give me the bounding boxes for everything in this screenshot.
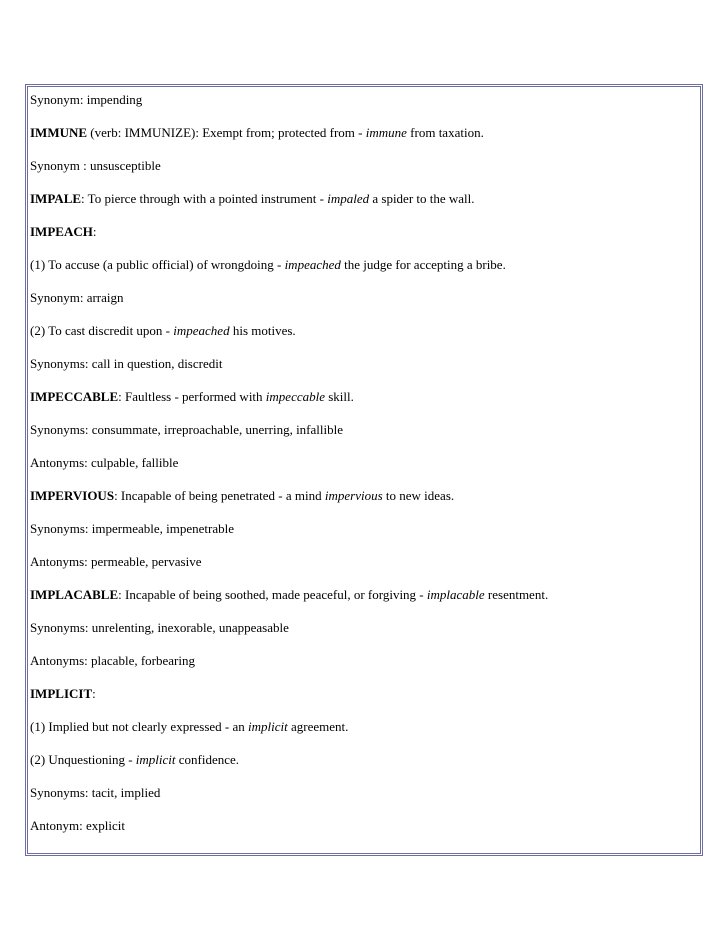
entry-line (30, 785, 160, 801)
definition-text: skill. (325, 389, 354, 404)
headword: IMPERVIOUS (30, 488, 115, 503)
entry-line (30, 521, 234, 537)
headword: IMPALE (30, 191, 82, 206)
definition-text: : To pierce through with a pointed instrument - (81, 191, 328, 206)
entry-line (30, 455, 178, 471)
entry-text: Synonyms: impermeable, impenetrable (30, 521, 234, 536)
definition-text: from taxation. (406, 125, 484, 140)
entry-line (30, 818, 125, 834)
headword: IMPECCABLE (30, 389, 119, 404)
entry-text: Antonyms: permeable, pervasive (30, 554, 202, 569)
example-word: immune (365, 125, 407, 140)
entry-text: Synonym: impending (30, 92, 143, 107)
entry-line (30, 752, 239, 768)
entry-line (30, 686, 96, 702)
definition-text: his motives. (229, 323, 296, 338)
entry-line (30, 719, 348, 735)
entry-text: Synonyms: call in question, discredit (30, 356, 223, 371)
definition-text: : Incapable of being penetrated - a mind (114, 488, 325, 503)
headword: IMMUNE (30, 125, 88, 140)
headword: IMPEACH (30, 224, 93, 239)
headword: IMPLACABLE (30, 587, 119, 602)
entry-text: Synonyms: tacit, implied (30, 785, 161, 800)
example-word: implacable (426, 587, 485, 602)
entry-line (30, 158, 161, 174)
entry-line (30, 191, 475, 207)
entry-text: Synonyms: unrelenting, inexorable, unappeasable (30, 620, 289, 635)
definition-text: (1) To accuse (a public official) of wrongdoing - (30, 257, 285, 272)
entry-text: Synonym : unsusceptible (30, 158, 161, 173)
definition-text: : (92, 686, 96, 701)
definition-text: resentment. (484, 587, 549, 602)
entry-text: Antonym: explicit (30, 818, 125, 833)
entry-line (30, 488, 454, 504)
entry-line (30, 422, 343, 438)
definition-text: : Incapable of being soothed, made peaceful, or forgiving - (118, 587, 427, 602)
definition-text: to new ideas. (382, 488, 455, 503)
definition-text: : (92, 224, 97, 239)
example-word: implicit (135, 752, 176, 767)
definition-text: agreement. (287, 719, 349, 734)
example-word: impeccable (265, 389, 325, 404)
entry-line (30, 92, 142, 108)
definition-text: (2) To cast discredit upon - (30, 323, 174, 338)
entry-line (30, 653, 195, 669)
entry-line (30, 356, 222, 372)
example-word: impaled (327, 191, 370, 206)
example-word: implicit (248, 719, 288, 734)
entry-text: Antonyms: placable, forbearing (30, 653, 195, 668)
entry-text: Synonyms: consummate, irreproachable, unerring, infallible (30, 422, 343, 437)
example-word: impervious (324, 488, 383, 503)
entry-line (30, 389, 354, 405)
entry-text: Synonym: arraign (30, 290, 124, 305)
definition-text: (verb: IMMUNIZE): Exempt from; protected from - (87, 125, 366, 140)
definition-text: confidence. (175, 752, 240, 767)
definition-text: a spider to the wall. (369, 191, 475, 206)
entry-line (30, 323, 296, 339)
entry-line (30, 125, 484, 141)
entry-line (30, 224, 96, 240)
entry-line (30, 620, 289, 636)
definition-text: : Faultless - performed with (118, 389, 266, 404)
definition-text: the judge for accepting a bribe. (340, 257, 506, 272)
entry-text: Antonyms: culpable, fallible (30, 455, 179, 470)
entry-line (30, 257, 506, 273)
entry-line (30, 290, 124, 306)
definition-text: (1) Implied but not clearly expressed - an (30, 719, 249, 734)
definition-text: (2) Unquestioning - (30, 752, 136, 767)
headword: IMPLICIT (30, 686, 93, 701)
entry-line (30, 554, 201, 570)
entry-line (30, 587, 548, 603)
example-word: impeached (173, 323, 230, 338)
example-word: impeached (284, 257, 341, 272)
